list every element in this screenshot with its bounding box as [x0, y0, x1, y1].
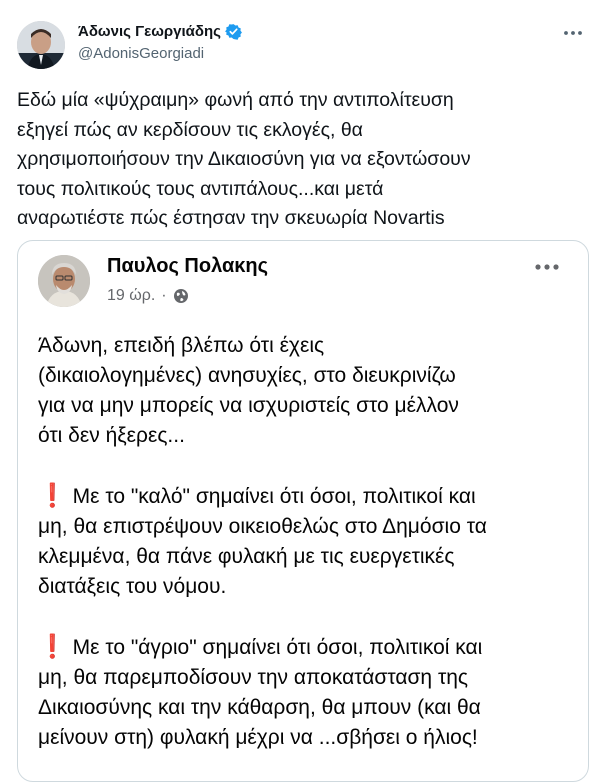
post-line: κλεμμένα, θα πάνε φυλακή με τις ευεργετικές [38, 545, 455, 568]
author-name-row [78, 23, 242, 40]
post-meta [107, 287, 189, 305]
post-author-avatar [38, 255, 90, 307]
post-paragraph [38, 480, 583, 602]
verified-badge-icon [225, 23, 242, 40]
tweet-text-line: Εδώ μία «ψύχραιμη» φωνή από την αντιπολίτευση [17, 89, 454, 111]
globe-icon [173, 288, 189, 304]
post-line: Με το "καλό" σημαίνει ότι όσοι, πολιτικοί και [72, 485, 476, 508]
post-line: Με το "άγριο" σημαίνει ότι όσοι, πολιτικοί και [72, 636, 483, 659]
embedded-image-card[interactable] [17, 240, 589, 782]
post-body [38, 331, 583, 782]
post-line: (δικαιολογημένες) ανησυχίες, στο διευκρινίζω [38, 364, 456, 387]
tweet-text-line: τους πολιτικούς τους αντιπάλους...και μετά [17, 177, 384, 200]
post-line: διατάξεις του νόμου. [38, 575, 227, 598]
post-line: μείνουν στη) φυλακή μέχρι να ...σβήσει ο ήλιος! [38, 726, 478, 749]
author-avatar[interactable] [17, 21, 65, 69]
exclamation-icon: ❗ [38, 482, 67, 508]
post-avatar-photo [38, 255, 90, 307]
post-line: για να μην μπορείς να ισχυριστείς στο μέλλον [38, 394, 459, 417]
tweet-text-line: αναρωτιέστε πώς έστησαν την σκευωρία Novartis [17, 207, 445, 229]
tweet-text-line: εξηγεί πώς αν κερδίσουν τις εκλογές, θα [17, 118, 363, 141]
author-display-name[interactable]: Άδωνις Γεωργιάδης [78, 23, 221, 40]
post-paragraph [38, 331, 583, 451]
author-handle[interactable]: @AdonisGeorgiadi [78, 45, 205, 62]
tweet-text-line: χρησιμοποιήσουν την Δικαιοσύνη για να εξοντώσουν [17, 148, 471, 170]
post-time: 19 ώρ. [107, 287, 156, 304]
post-line: Άδωνη, επειδή βλέπω ότι έχεις [38, 334, 325, 357]
avatar-photo [17, 21, 65, 69]
tweet-text [17, 86, 592, 234]
more-options-icon[interactable] [561, 26, 585, 40]
exclamation-icon: ❗ [38, 633, 67, 659]
post-line: Δικαιοσύνης και την κάθαρση, θα μπουν (και θα [38, 696, 481, 719]
post-more-options-icon [533, 261, 561, 273]
post-line: μη, θα παρεμποδίσουν την αποκατάσταση της [38, 666, 469, 689]
meta-separator: · [161, 287, 167, 304]
post-line: ότι δεν ήξερες... [38, 424, 185, 447]
post-author-name: Παυλος Πολακης [107, 255, 269, 277]
post-line: μη, θα επιστρέψουν οικειοθελώς στο Δημόσιο τα [38, 515, 487, 538]
post-paragraph [38, 631, 583, 753]
